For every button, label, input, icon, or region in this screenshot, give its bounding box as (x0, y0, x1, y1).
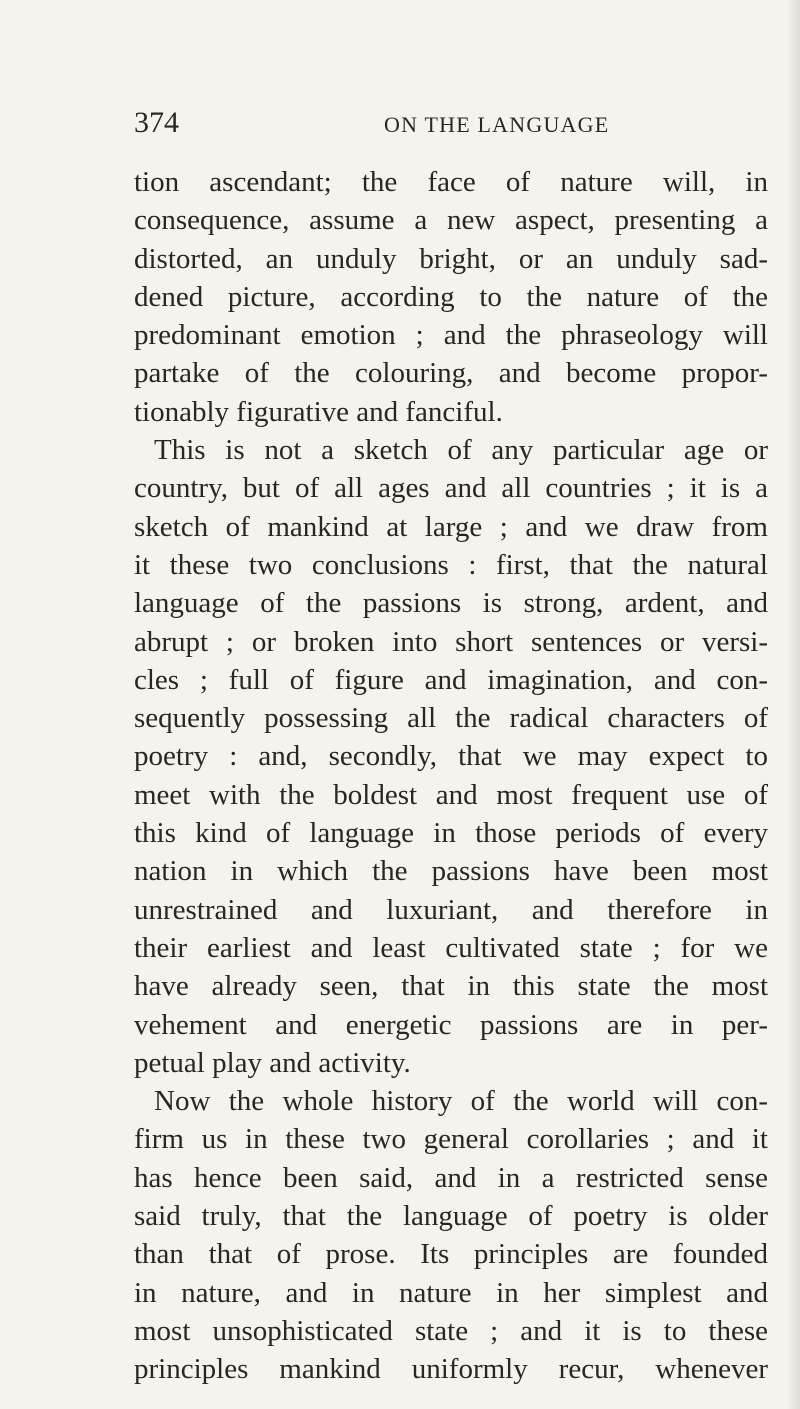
body-text (134, 163, 768, 1389)
text-line: it these two conclusions : first, that the natural (134, 548, 768, 581)
page-edge-shadow (786, 0, 800, 1409)
text-line: tionably figurative and fanciful. (134, 395, 503, 428)
text-line: language of the passions is strong, ardent, and (134, 587, 768, 620)
text-line: sequently possessing all the radical characters of (134, 702, 768, 735)
text-line: dened picture, according to the nature of the (134, 280, 768, 313)
text-line: have already seen, that in this state the most (134, 970, 768, 1003)
text-line: Now the whole history of the world will con- (154, 1085, 768, 1118)
text-line: said truly, that the language of poetry is older (134, 1200, 768, 1233)
text-line: sketch of mankind at large ; and we draw from (134, 510, 768, 543)
text-line: partake of the colouring, and become propor- (134, 357, 768, 390)
text-line: abrupt ; or broken into short sentences or versi- (134, 625, 768, 658)
text-line: vehement and energetic passions are in per- (134, 1008, 768, 1041)
text-line: consequence, assume a new aspect, presenting a (134, 204, 768, 237)
text-line: distorted, an unduly bright, or an unduly sad- (134, 242, 768, 275)
text-line: poetry : and, secondly, that we may expect to (134, 740, 768, 773)
page-header (134, 106, 774, 146)
text-line: in nature, and in nature in her simplest and (134, 1276, 768, 1309)
text-line: tion ascendant; the face of nature will, in (134, 166, 768, 198)
text-line: than that of prose. Its principles are founded (134, 1238, 768, 1271)
text-line: predominant emotion ; and the phraseology will (134, 319, 768, 352)
text-line: their earliest and least cultivated state ; for we (134, 931, 768, 964)
page-number: 374 (134, 106, 179, 139)
text-line: This is not a sketch of any particular age or (154, 434, 768, 467)
text-line: petual play and activity. (134, 1046, 411, 1079)
text-line: principles mankind uniformly recur, whenever (134, 1353, 768, 1386)
text-line: firm us in these two general corollaries ; and it (134, 1123, 768, 1156)
text-line: nation in which the passions have been most (134, 855, 768, 888)
text-line: most unsophisticated state ; and it is to these (134, 1314, 768, 1347)
text-line: cles ; full of figure and imagination, and con- (134, 663, 768, 696)
text-line: meet with the boldest and most frequent use of (134, 778, 768, 811)
running-head: ON THE LANGUAGE (384, 112, 610, 137)
text-line: country, but of all ages and all countries ; it is a (134, 472, 768, 505)
text-line: unrestrained and luxuriant, and therefore in (134, 893, 768, 926)
text-line: has hence been said, and in a restricted sense (134, 1161, 768, 1194)
text-line: this kind of language in those periods of every (134, 817, 768, 850)
